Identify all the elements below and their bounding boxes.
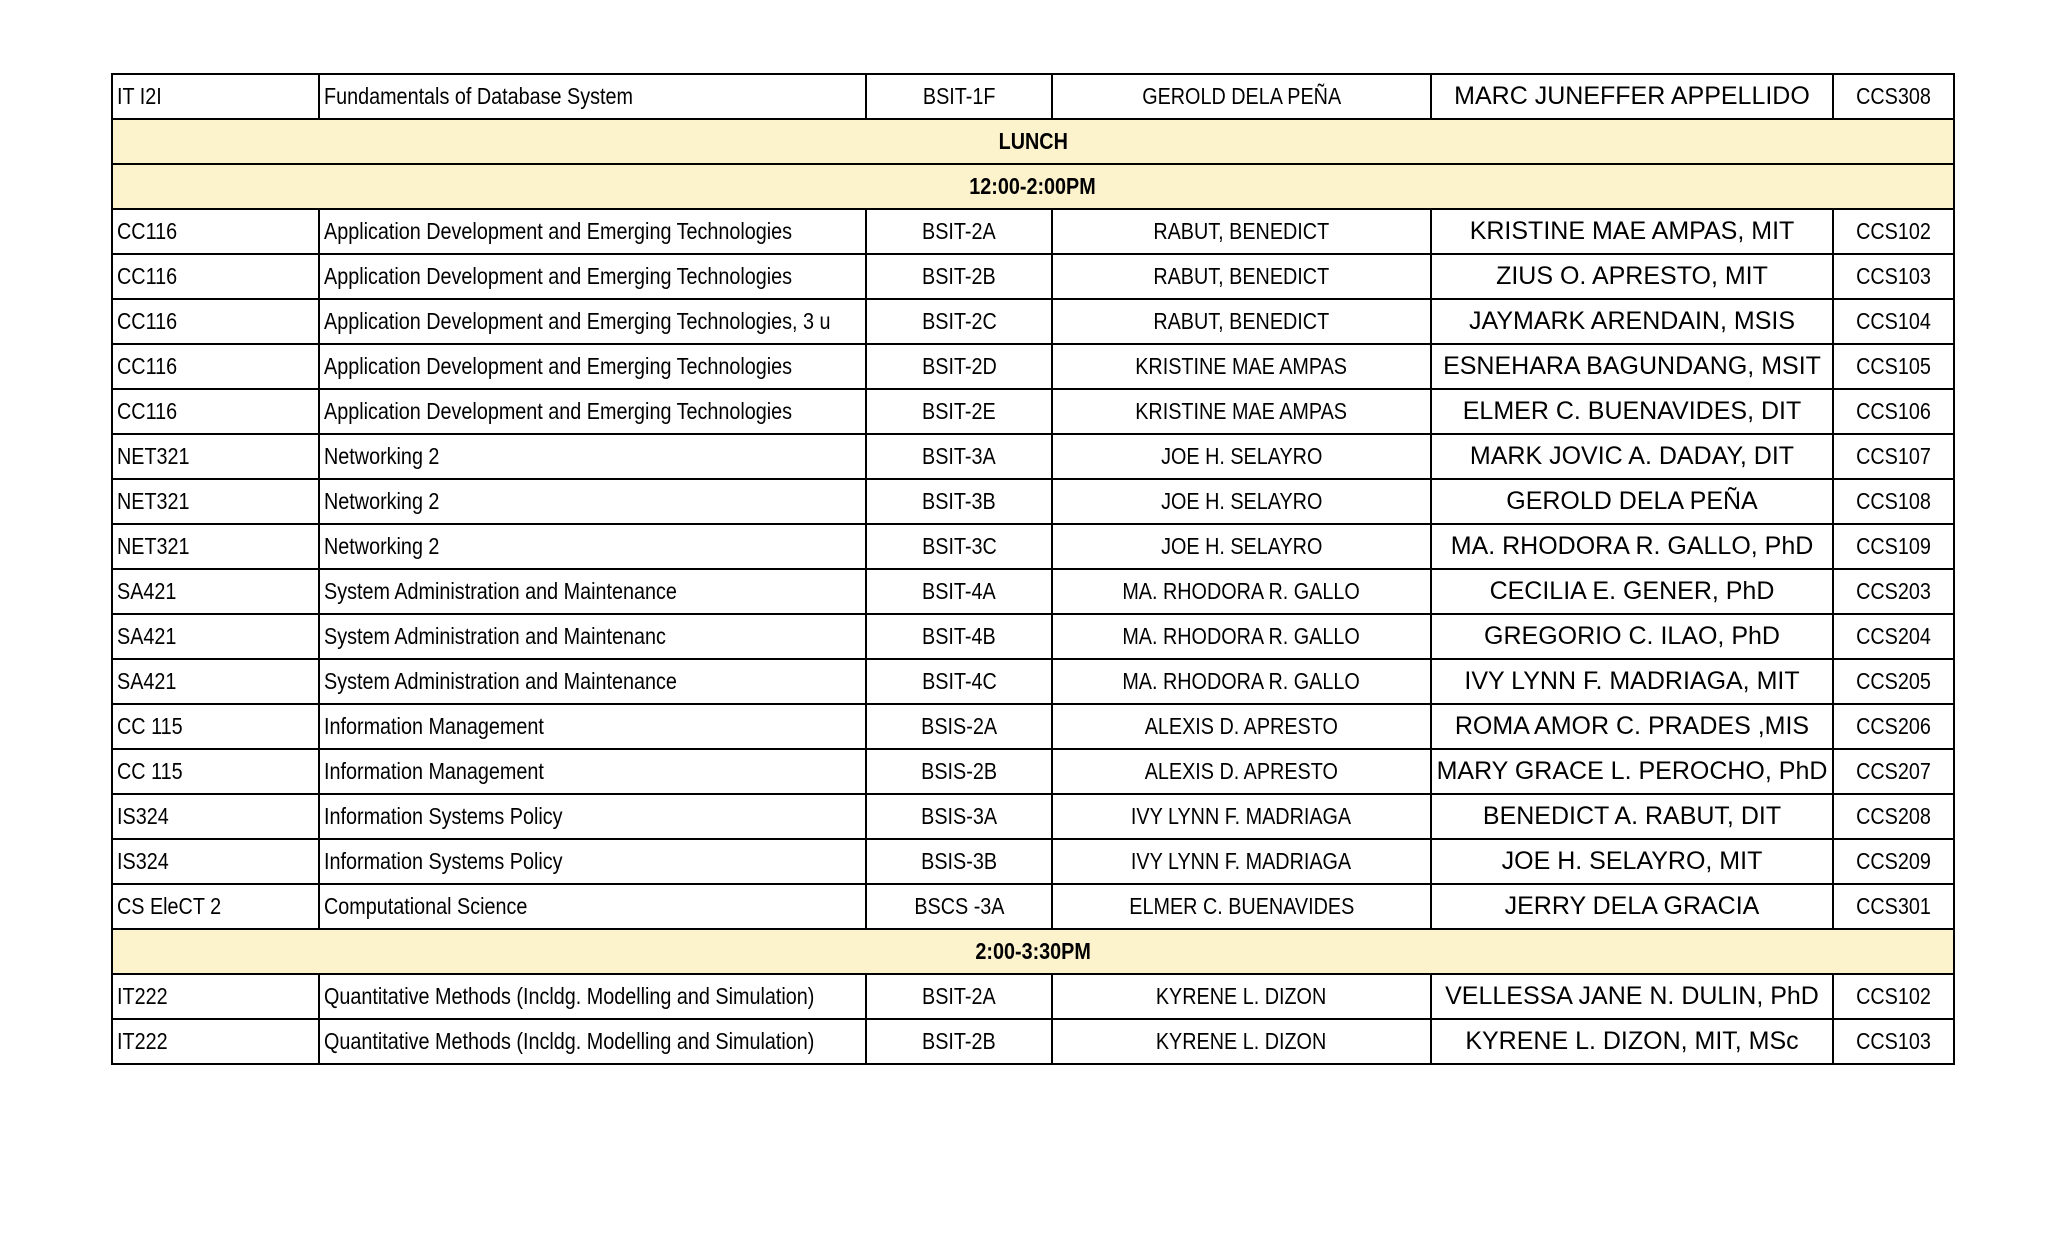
time-band-text: 12:00-2:00PM bbox=[969, 173, 1097, 199]
course-code-cell-text: CC116 bbox=[117, 263, 178, 289]
schedule-row bbox=[112, 479, 1954, 524]
course-code-cell bbox=[112, 749, 319, 794]
proctor-cell-text: MARY GRACE L. PEROCHO, PhD bbox=[1436, 757, 1828, 785]
schedule-row bbox=[112, 74, 1954, 119]
section-cell-text: BSIT-2B bbox=[922, 263, 996, 289]
course-code-cell-text: CC 115 bbox=[117, 713, 183, 739]
faculty-cell-text: IVY LYNN F. MADRIAGA bbox=[1131, 803, 1352, 829]
course-code-cell bbox=[112, 704, 319, 749]
subject-title-cell-text: Information Management bbox=[324, 713, 544, 739]
proctor-cell-text: MA. RHODORA R. GALLO, PhD bbox=[1450, 532, 1814, 560]
section-cell-text: BSIT-2E bbox=[922, 398, 996, 424]
proctor-cell-text: KRISTINE MAE AMPAS, MIT bbox=[1469, 217, 1795, 245]
subject-title-cell bbox=[319, 299, 866, 344]
section-cell bbox=[866, 794, 1052, 839]
room-cell bbox=[1833, 839, 1954, 884]
exam-schedule-table bbox=[111, 73, 1955, 1065]
proctor-cell bbox=[1431, 299, 1833, 344]
room-cell-text: CCS108 bbox=[1856, 488, 1931, 514]
faculty-cell bbox=[1052, 434, 1431, 479]
faculty-cell-text: MA. RHODORA R. GALLO bbox=[1122, 578, 1361, 604]
subject-title-cell-text: Computational Science bbox=[324, 893, 528, 919]
room-cell-text: CCS104 bbox=[1856, 308, 1931, 334]
faculty-cell bbox=[1052, 614, 1431, 659]
subject-title-cell-text: Quantitative Methods (Incldg. Modelling and Simulation) bbox=[324, 983, 815, 1009]
proctor-cell bbox=[1431, 389, 1833, 434]
section-cell bbox=[866, 974, 1052, 1019]
section-cell bbox=[866, 1019, 1052, 1064]
course-code-cell-text: NET321 bbox=[117, 488, 190, 514]
section-cell bbox=[866, 209, 1052, 254]
schedule-row bbox=[112, 659, 1954, 704]
proctor-cell bbox=[1431, 659, 1833, 704]
room-cell bbox=[1833, 704, 1954, 749]
proctor-cell-text: KYRENE L. DIZON, MIT, MSc bbox=[1465, 1027, 1799, 1055]
subject-title-cell bbox=[319, 749, 866, 794]
proctor-cell bbox=[1431, 884, 1833, 929]
faculty-cell-text: ALEXIS D. APRESTO bbox=[1144, 713, 1339, 739]
subject-title-cell bbox=[319, 569, 866, 614]
course-code-cell-text: CC 115 bbox=[117, 758, 183, 784]
faculty-cell-text: MA. RHODORA R. GALLO bbox=[1122, 623, 1361, 649]
proctor-cell bbox=[1431, 209, 1833, 254]
subject-title-cell-text: Networking 2 bbox=[324, 533, 440, 559]
subject-title-cell-text: System Administration and Maintenance bbox=[324, 668, 677, 694]
room-cell-text: CCS103 bbox=[1856, 1028, 1931, 1054]
section-cell bbox=[866, 839, 1052, 884]
course-code-cell-text: CC116 bbox=[117, 353, 178, 379]
room-cell-text: CCS308 bbox=[1856, 83, 1931, 109]
course-code-cell-text: CC116 bbox=[117, 398, 178, 424]
subject-title-cell-text: System Administration and Maintenanc bbox=[324, 623, 666, 649]
faculty-cell-text: KYRENE L. DIZON bbox=[1156, 1028, 1327, 1054]
subject-title-cell bbox=[319, 974, 866, 1019]
course-code-cell-text: CS EleCT 2 bbox=[117, 893, 222, 919]
room-cell bbox=[1833, 254, 1954, 299]
subject-title-cell-text: Fundamentals of Database System bbox=[324, 83, 633, 109]
section-cell bbox=[866, 479, 1052, 524]
section-cell bbox=[866, 344, 1052, 389]
faculty-cell bbox=[1052, 344, 1431, 389]
proctor-cell bbox=[1431, 614, 1833, 659]
faculty-cell-text: RABUT, BENEDICT bbox=[1153, 308, 1330, 334]
proctor-cell bbox=[1431, 1019, 1833, 1064]
schedule-row bbox=[112, 254, 1954, 299]
course-code-cell bbox=[112, 524, 319, 569]
faculty-cell bbox=[1052, 254, 1431, 299]
time-band-label bbox=[112, 119, 1954, 164]
room-cell bbox=[1833, 344, 1954, 389]
subject-title-cell-text: Information Systems Policy bbox=[324, 803, 563, 829]
room-cell-text: CCS204 bbox=[1856, 623, 1931, 649]
faculty-cell bbox=[1052, 479, 1431, 524]
course-code-cell bbox=[112, 74, 319, 119]
time-band-label bbox=[112, 164, 1954, 209]
course-code-cell bbox=[112, 479, 319, 524]
section-cell-text: BSIT-3C bbox=[921, 533, 997, 559]
section-cell bbox=[866, 704, 1052, 749]
proctor-cell-text: ELMER C. BUENAVIDES, DIT bbox=[1462, 397, 1802, 425]
room-cell bbox=[1833, 299, 1954, 344]
room-cell bbox=[1833, 794, 1954, 839]
proctor-cell-text: ESNEHARA BAGUNDANG, MSIT bbox=[1443, 352, 1821, 380]
proctor-cell bbox=[1431, 974, 1833, 1019]
room-cell-text: CCS102 bbox=[1856, 218, 1931, 244]
room-cell-text: CCS205 bbox=[1856, 668, 1931, 694]
proctor-cell bbox=[1431, 74, 1833, 119]
course-code-cell-text: IT222 bbox=[117, 1028, 168, 1054]
proctor-cell bbox=[1431, 704, 1833, 749]
faculty-cell-text: KYRENE L. DIZON bbox=[1156, 983, 1327, 1009]
section-cell-text: BSIS-2A bbox=[921, 713, 997, 739]
course-code-cell-text: SA421 bbox=[117, 578, 177, 604]
subject-title-cell bbox=[319, 659, 866, 704]
faculty-cell bbox=[1052, 209, 1431, 254]
room-cell-text: CCS109 bbox=[1856, 533, 1931, 559]
proctor-cell bbox=[1431, 839, 1833, 884]
section-cell-text: BSIS-2B bbox=[921, 758, 997, 784]
subject-title-cell bbox=[319, 1019, 866, 1064]
schedule-row bbox=[112, 704, 1954, 749]
subject-title-cell bbox=[319, 839, 866, 884]
section-cell-text: BSIT-4B bbox=[922, 623, 996, 649]
room-cell-text: CCS209 bbox=[1856, 848, 1931, 874]
proctor-cell bbox=[1431, 794, 1833, 839]
proctor-cell-text: BENEDICT A. RABUT, DIT bbox=[1482, 802, 1782, 830]
course-code-cell-text: SA421 bbox=[117, 668, 177, 694]
subject-title-cell bbox=[319, 254, 866, 299]
course-code-cell bbox=[112, 254, 319, 299]
faculty-cell-text: KRISTINE MAE AMPAS bbox=[1135, 353, 1348, 379]
section-cell bbox=[866, 389, 1052, 434]
schedule-row bbox=[112, 569, 1954, 614]
proctor-cell bbox=[1431, 434, 1833, 479]
proctor-cell-text: MARK JOVIC A. DADAY, DIT bbox=[1469, 442, 1795, 470]
section-cell bbox=[866, 299, 1052, 344]
subject-title-cell bbox=[319, 524, 866, 569]
proctor-cell-text: ROMA AMOR C. PRADES ,MIS bbox=[1454, 712, 1810, 740]
course-code-cell bbox=[112, 434, 319, 479]
proctor-cell-text: GREGORIO C. ILAO, PhD bbox=[1484, 622, 1780, 650]
proctor-cell bbox=[1431, 569, 1833, 614]
proctor-cell bbox=[1431, 254, 1833, 299]
faculty-cell bbox=[1052, 524, 1431, 569]
course-code-cell bbox=[112, 839, 319, 884]
course-code-cell bbox=[112, 884, 319, 929]
proctor-cell bbox=[1431, 479, 1833, 524]
room-cell bbox=[1833, 749, 1954, 794]
course-code-cell bbox=[112, 1019, 319, 1064]
course-code-cell-text: NET321 bbox=[117, 443, 190, 469]
subject-title-cell bbox=[319, 479, 866, 524]
schedule-row bbox=[112, 794, 1954, 839]
faculty-cell-text: GEROLD DELA PEÑA bbox=[1142, 83, 1341, 109]
course-code-cell bbox=[112, 569, 319, 614]
schedule-row bbox=[112, 749, 1954, 794]
subject-title-cell-text: System Administration and Maintenance bbox=[324, 578, 677, 604]
schedule-row bbox=[112, 884, 1954, 929]
schedule-row bbox=[112, 389, 1954, 434]
section-cell bbox=[866, 614, 1052, 659]
section-cell-text: BSIT-3B bbox=[922, 488, 996, 514]
room-cell-text: CCS102 bbox=[1856, 983, 1931, 1009]
room-cell bbox=[1833, 1019, 1954, 1064]
faculty-cell bbox=[1052, 794, 1431, 839]
faculty-cell bbox=[1052, 299, 1431, 344]
subject-title-cell bbox=[319, 794, 866, 839]
schedule-row bbox=[112, 614, 1954, 659]
room-cell-text: CCS105 bbox=[1856, 353, 1931, 379]
course-code-cell-text: IT222 bbox=[117, 983, 168, 1009]
section-cell-text: BSCS -3A bbox=[913, 893, 1005, 919]
section-cell bbox=[866, 524, 1052, 569]
room-cell bbox=[1833, 389, 1954, 434]
course-code-cell-text: CC116 bbox=[117, 308, 178, 334]
proctor-cell bbox=[1431, 344, 1833, 389]
time-band-text: 2:00-3:30PM bbox=[975, 938, 1091, 964]
faculty-cell-text: MA. RHODORA R. GALLO bbox=[1122, 668, 1361, 694]
room-cell bbox=[1833, 614, 1954, 659]
faculty-cell bbox=[1052, 74, 1431, 119]
course-code-cell bbox=[112, 299, 319, 344]
course-code-cell bbox=[112, 209, 319, 254]
section-cell bbox=[866, 749, 1052, 794]
faculty-cell bbox=[1052, 569, 1431, 614]
course-code-cell bbox=[112, 659, 319, 704]
proctor-cell-text: JAYMARK ARENDAIN, MSIS bbox=[1469, 307, 1795, 335]
faculty-cell bbox=[1052, 884, 1431, 929]
subject-title-cell bbox=[319, 614, 866, 659]
proctor-cell bbox=[1431, 524, 1833, 569]
time-band-row bbox=[112, 119, 1954, 164]
subject-title-cell bbox=[319, 884, 866, 929]
time-band-row bbox=[112, 929, 1954, 974]
room-cell bbox=[1833, 434, 1954, 479]
faculty-cell bbox=[1052, 1019, 1431, 1064]
schedule-row bbox=[112, 344, 1954, 389]
schedule-row bbox=[112, 299, 1954, 344]
room-cell bbox=[1833, 659, 1954, 704]
section-cell-text: BSIT-4A bbox=[922, 578, 996, 604]
schedule-body bbox=[112, 74, 1954, 1064]
schedule-row bbox=[112, 209, 1954, 254]
section-cell bbox=[866, 434, 1052, 479]
schedule-row bbox=[112, 524, 1954, 569]
proctor-cell-text: JOE H. SELAYRO, MIT bbox=[1501, 847, 1763, 875]
section-cell-text: BSIT-2C bbox=[921, 308, 997, 334]
faculty-cell-text: JOE H. SELAYRO bbox=[1160, 443, 1323, 469]
schedule-row bbox=[112, 1019, 1954, 1064]
room-cell-text: CCS107 bbox=[1856, 443, 1931, 469]
room-cell-text: CCS103 bbox=[1856, 263, 1931, 289]
room-cell bbox=[1833, 74, 1954, 119]
subject-title-cell bbox=[319, 74, 866, 119]
section-cell-text: BSIS-3B bbox=[921, 848, 997, 874]
room-cell bbox=[1833, 524, 1954, 569]
room-cell-text: CCS206 bbox=[1856, 713, 1931, 739]
schedule-row bbox=[112, 434, 1954, 479]
proctor-cell-text: IVY LYNN F. MADRIAGA, MIT bbox=[1464, 667, 1800, 695]
section-cell bbox=[866, 74, 1052, 119]
schedule-row bbox=[112, 839, 1954, 884]
faculty-cell bbox=[1052, 659, 1431, 704]
subject-title-cell-text: Application Development and Emerging Technologies bbox=[324, 398, 793, 424]
faculty-cell-text: RABUT, BENEDICT bbox=[1153, 218, 1330, 244]
section-cell bbox=[866, 569, 1052, 614]
subject-title-cell bbox=[319, 389, 866, 434]
subject-title-cell bbox=[319, 434, 866, 479]
section-cell-text: BSIT-2A bbox=[922, 983, 996, 1009]
faculty-cell-text: IVY LYNN F. MADRIAGA bbox=[1131, 848, 1352, 874]
subject-title-cell-text: Information Systems Policy bbox=[324, 848, 563, 874]
section-cell bbox=[866, 884, 1052, 929]
subject-title-cell bbox=[319, 344, 866, 389]
course-code-cell-text: IS324 bbox=[117, 848, 169, 874]
proctor-cell-text: ZIUS O. APRESTO, MIT bbox=[1496, 262, 1768, 290]
room-cell-text: CCS208 bbox=[1856, 803, 1931, 829]
proctor-cell-text: VELLESSA JANE N. DULIN, PhD bbox=[1445, 982, 1819, 1010]
room-cell bbox=[1833, 884, 1954, 929]
course-code-cell-text: IT I2I bbox=[117, 83, 162, 109]
faculty-cell-text: JOE H. SELAYRO bbox=[1160, 533, 1323, 559]
faculty-cell-text: KRISTINE MAE AMPAS bbox=[1135, 398, 1348, 424]
faculty-cell bbox=[1052, 704, 1431, 749]
faculty-cell-text: RABUT, BENEDICT bbox=[1153, 263, 1330, 289]
proctor-cell-text: CECILIA E. GENER, PhD bbox=[1489, 577, 1775, 605]
subject-title-cell-text: Information Management bbox=[324, 758, 544, 784]
room-cell bbox=[1833, 479, 1954, 524]
room-cell-text: CCS203 bbox=[1856, 578, 1931, 604]
schedule-row bbox=[112, 974, 1954, 1019]
subject-title-cell-text: Application Development and Emerging Technologies bbox=[324, 263, 793, 289]
room-cell bbox=[1833, 569, 1954, 614]
subject-title-cell-text: Networking 2 bbox=[324, 443, 440, 469]
faculty-cell bbox=[1052, 389, 1431, 434]
subject-title-cell bbox=[319, 209, 866, 254]
course-code-cell-text: NET321 bbox=[117, 533, 190, 559]
course-code-cell-text: IS324 bbox=[117, 803, 169, 829]
course-code-cell bbox=[112, 974, 319, 1019]
proctor-cell bbox=[1431, 749, 1833, 794]
faculty-cell-text: ELMER C. BUENAVIDES bbox=[1129, 893, 1354, 919]
course-code-cell bbox=[112, 389, 319, 434]
subject-title-cell-text: Application Development and Emerging Technologies bbox=[324, 218, 793, 244]
subject-title-cell-text: Application Development and Emerging Technologies bbox=[324, 353, 793, 379]
faculty-cell bbox=[1052, 839, 1431, 884]
subject-title-cell bbox=[319, 704, 866, 749]
room-cell-text: CCS207 bbox=[1856, 758, 1931, 784]
course-code-cell-text: CC116 bbox=[117, 218, 178, 244]
time-band-label bbox=[112, 929, 1954, 974]
subject-title-cell-text: Networking 2 bbox=[324, 488, 440, 514]
section-cell-text: BSIT-2D bbox=[921, 353, 997, 379]
section-cell bbox=[866, 659, 1052, 704]
section-cell-text: BSIT-2B bbox=[922, 1028, 996, 1054]
room-cell bbox=[1833, 974, 1954, 1019]
section-cell-text: BSIT-3A bbox=[922, 443, 996, 469]
section-cell-text: BSIT-1F bbox=[922, 83, 996, 109]
section-cell-text: BSIS-3A bbox=[921, 803, 997, 829]
faculty-cell bbox=[1052, 974, 1431, 1019]
section-cell-text: BSIT-4C bbox=[921, 668, 997, 694]
course-code-cell bbox=[112, 614, 319, 659]
room-cell-text: CCS301 bbox=[1856, 893, 1931, 919]
section-cell-text: BSIT-2A bbox=[922, 218, 996, 244]
subject-title-cell-text: Quantitative Methods (Incldg. Modelling and Simulation) bbox=[324, 1028, 815, 1054]
faculty-cell bbox=[1052, 749, 1431, 794]
course-code-cell bbox=[112, 794, 319, 839]
section-cell bbox=[866, 254, 1052, 299]
proctor-cell-text: MARC JUNEFFER APPELLIDO bbox=[1454, 82, 1810, 110]
time-band-row bbox=[112, 164, 1954, 209]
room-cell bbox=[1833, 209, 1954, 254]
course-code-cell-text: SA421 bbox=[117, 623, 177, 649]
course-code-cell bbox=[112, 344, 319, 389]
faculty-cell-text: JOE H. SELAYRO bbox=[1160, 488, 1323, 514]
proctor-cell-text: GEROLD DELA PEÑA bbox=[1506, 487, 1758, 515]
room-cell-text: CCS106 bbox=[1856, 398, 1931, 424]
subject-title-cell-text: Application Development and Emerging Technologies, 3 u bbox=[324, 308, 831, 334]
faculty-cell-text: ALEXIS D. APRESTO bbox=[1144, 758, 1339, 784]
time-band-text: LUNCH bbox=[998, 128, 1068, 154]
proctor-cell-text: JERRY DELA GRACIA bbox=[1504, 892, 1760, 920]
